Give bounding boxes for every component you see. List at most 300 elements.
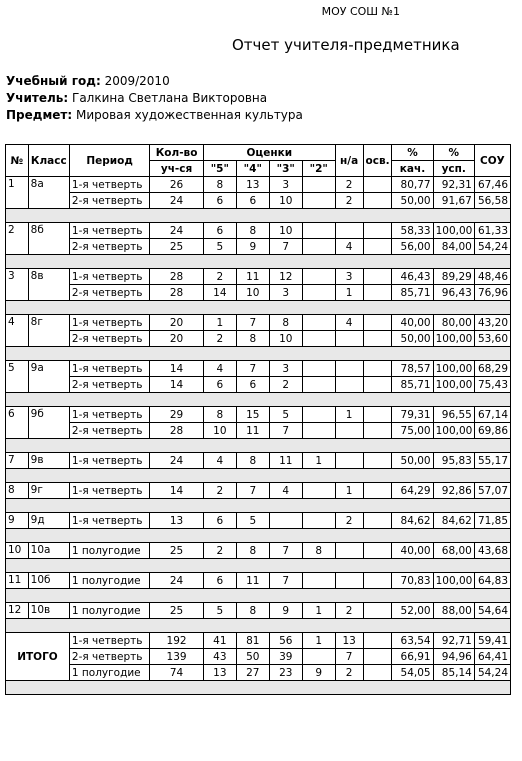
cell-g4: 6 bbox=[236, 377, 269, 393]
table-row bbox=[6, 177, 511, 193]
cell-osv bbox=[363, 377, 392, 393]
cell-g4: 8 bbox=[236, 331, 269, 347]
teacher-label: Учитель: bbox=[6, 91, 69, 105]
cell-class: 9а bbox=[28, 361, 69, 393]
cell-g5: 8 bbox=[203, 407, 236, 423]
separator-cell bbox=[6, 589, 511, 603]
cell-g3: 39 bbox=[269, 649, 302, 665]
cell-qual: 79,31 bbox=[392, 407, 433, 423]
cell-period: 2-я четверть bbox=[69, 285, 149, 301]
cell-succ: 92,71 bbox=[433, 633, 474, 649]
cell-g2 bbox=[302, 331, 335, 347]
cell-g3: 8 bbox=[269, 315, 302, 331]
separator-cell bbox=[6, 469, 511, 483]
col-g5: "5" bbox=[203, 161, 236, 177]
cell-period: 2-я четверть bbox=[69, 377, 149, 393]
cell-osv bbox=[363, 453, 392, 469]
cell-succ: 91,67 bbox=[433, 193, 474, 209]
cell-sou: 56,58 bbox=[474, 193, 510, 209]
cell-num: 9 bbox=[6, 513, 29, 529]
cell-sou: 61,33 bbox=[474, 223, 510, 239]
subject-label: Предмет: bbox=[6, 108, 73, 122]
cell-count: 139 bbox=[150, 649, 204, 665]
cell-sou: 54,64 bbox=[474, 603, 510, 619]
cell-num: 1 bbox=[6, 177, 29, 209]
col-period: Период bbox=[69, 145, 149, 177]
cell-qual: 40,00 bbox=[392, 543, 433, 559]
cell-na bbox=[335, 453, 363, 469]
cell-qual: 85,71 bbox=[392, 377, 433, 393]
cell-g4: 7 bbox=[236, 483, 269, 499]
table-row bbox=[6, 407, 511, 423]
cell-qual: 63,54 bbox=[392, 633, 433, 649]
report-table bbox=[5, 144, 511, 695]
cell-class: 8г bbox=[28, 315, 69, 347]
cell-period: 1 полугодие bbox=[69, 603, 149, 619]
cell-na: 2 bbox=[335, 665, 363, 681]
cell-succ: 84,62 bbox=[433, 513, 474, 529]
meta-year bbox=[6, 73, 170, 90]
cell-succ: 95,83 bbox=[433, 453, 474, 469]
col-qual-top: % bbox=[392, 145, 433, 161]
col-count-bottom: уч-ся bbox=[150, 161, 204, 177]
cell-g5: 6 bbox=[203, 513, 236, 529]
separator-row bbox=[6, 393, 511, 407]
cell-qual: 50,00 bbox=[392, 453, 433, 469]
separator-row bbox=[6, 255, 511, 269]
cell-na: 2 bbox=[335, 177, 363, 193]
cell-g2 bbox=[302, 423, 335, 439]
separator-cell bbox=[6, 301, 511, 315]
separator-cell bbox=[6, 209, 511, 223]
cell-num: 8 bbox=[6, 483, 29, 499]
cell-count: 24 bbox=[150, 573, 204, 589]
cell-succ: 85,14 bbox=[433, 665, 474, 681]
cell-class: 10в bbox=[28, 603, 69, 619]
cell-g3: 3 bbox=[269, 177, 302, 193]
cell-sou: 69,86 bbox=[474, 423, 510, 439]
col-num: № bbox=[6, 145, 29, 177]
cell-g3: 2 bbox=[269, 377, 302, 393]
table-row bbox=[6, 603, 511, 619]
cell-class: 8а bbox=[28, 177, 69, 209]
cell-sou: 53,60 bbox=[474, 331, 510, 347]
cell-g2 bbox=[302, 361, 335, 377]
cell-osv bbox=[363, 483, 392, 499]
cell-g5: 13 bbox=[203, 665, 236, 681]
cell-count: 28 bbox=[150, 269, 204, 285]
cell-na bbox=[335, 361, 363, 377]
cell-qual: 50,00 bbox=[392, 193, 433, 209]
cell-osv bbox=[363, 239, 392, 255]
cell-g3: 23 bbox=[269, 665, 302, 681]
cell-na bbox=[335, 573, 363, 589]
col-sou: СОУ bbox=[474, 145, 510, 177]
cell-na bbox=[335, 223, 363, 239]
cell-g2 bbox=[302, 177, 335, 193]
cell-count: 28 bbox=[150, 423, 204, 439]
cell-g4: 11 bbox=[236, 269, 269, 285]
cell-g5: 2 bbox=[203, 269, 236, 285]
cell-g2: 8 bbox=[302, 543, 335, 559]
cell-g2 bbox=[302, 315, 335, 331]
cell-succ: 100,00 bbox=[433, 573, 474, 589]
table-header bbox=[6, 145, 511, 177]
year-value: 2009/2010 bbox=[104, 74, 170, 88]
cell-count: 29 bbox=[150, 407, 204, 423]
cell-g4: 7 bbox=[236, 315, 269, 331]
cell-count: 24 bbox=[150, 193, 204, 209]
cell-class: 8б bbox=[28, 223, 69, 255]
cell-osv bbox=[363, 665, 392, 681]
cell-g5: 14 bbox=[203, 285, 236, 301]
cell-count: 28 bbox=[150, 285, 204, 301]
cell-na: 3 bbox=[335, 269, 363, 285]
cell-g5: 8 bbox=[203, 177, 236, 193]
cell-qual: 40,00 bbox=[392, 315, 433, 331]
col-g3: "3" bbox=[269, 161, 302, 177]
cell-osv bbox=[363, 649, 392, 665]
cell-class: 10а bbox=[28, 543, 69, 559]
separator-row bbox=[6, 301, 511, 315]
meta-subject bbox=[6, 107, 303, 124]
cell-g3: 10 bbox=[269, 223, 302, 239]
separator-cell bbox=[6, 559, 511, 573]
cell-osv bbox=[363, 603, 392, 619]
cell-succ: 96,55 bbox=[433, 407, 474, 423]
cell-g3: 7 bbox=[269, 573, 302, 589]
cell-g4: 5 bbox=[236, 513, 269, 529]
separator-cell bbox=[6, 681, 511, 695]
cell-sou: 67,46 bbox=[474, 177, 510, 193]
cell-g5: 2 bbox=[203, 483, 236, 499]
cell-sou: 54,24 bbox=[474, 665, 510, 681]
cell-g4: 6 bbox=[236, 193, 269, 209]
cell-g4: 9 bbox=[236, 239, 269, 255]
cell-na bbox=[335, 423, 363, 439]
cell-period: 2-я четверть bbox=[69, 649, 149, 665]
cell-count: 25 bbox=[150, 239, 204, 255]
cell-osv bbox=[363, 315, 392, 331]
cell-sou: 43,20 bbox=[474, 315, 510, 331]
separator-row bbox=[6, 209, 511, 223]
cell-g2: 1 bbox=[302, 453, 335, 469]
cell-g3: 10 bbox=[269, 193, 302, 209]
cell-na: 2 bbox=[335, 513, 363, 529]
cell-g5: 5 bbox=[203, 603, 236, 619]
cell-num: 4 bbox=[6, 315, 29, 347]
cell-succ: 84,00 bbox=[433, 239, 474, 255]
cell-succ: 88,00 bbox=[433, 603, 474, 619]
separator-row bbox=[6, 347, 511, 361]
cell-period: 1-я четверть bbox=[69, 453, 149, 469]
cell-g3: 10 bbox=[269, 331, 302, 347]
cell-period: 2-я четверть bbox=[69, 239, 149, 255]
cell-g2: 1 bbox=[302, 603, 335, 619]
cell-num: 10 bbox=[6, 543, 29, 559]
cell-period: 1 полугодие bbox=[69, 665, 149, 681]
cell-g4: 27 bbox=[236, 665, 269, 681]
cell-period: 1-я четверть bbox=[69, 269, 149, 285]
cell-num: 5 bbox=[6, 361, 29, 393]
cell-sou: 59,41 bbox=[474, 633, 510, 649]
cell-osv bbox=[363, 269, 392, 285]
separator-cell bbox=[6, 499, 511, 513]
cell-g5: 6 bbox=[203, 573, 236, 589]
col-succ-top: % bbox=[433, 145, 474, 161]
cell-num: 7 bbox=[6, 453, 29, 469]
cell-g2 bbox=[302, 483, 335, 499]
cell-g4: 13 bbox=[236, 177, 269, 193]
col-g4: "4" bbox=[236, 161, 269, 177]
table-row bbox=[6, 483, 511, 499]
cell-osv bbox=[363, 223, 392, 239]
cell-g4: 81 bbox=[236, 633, 269, 649]
cell-sou: 57,07 bbox=[474, 483, 510, 499]
cell-g2 bbox=[302, 573, 335, 589]
cell-g4: 15 bbox=[236, 407, 269, 423]
table-row bbox=[6, 513, 511, 529]
cell-succ: 94,96 bbox=[433, 649, 474, 665]
cell-period: 2-я четверть bbox=[69, 331, 149, 347]
report-title: Отчет учителя-предметника bbox=[232, 36, 460, 54]
cell-class: 10б bbox=[28, 573, 69, 589]
cell-qual: 66,91 bbox=[392, 649, 433, 665]
table-row bbox=[6, 573, 511, 589]
table-body bbox=[6, 177, 511, 695]
cell-num: 11 bbox=[6, 573, 29, 589]
cell-qual: 52,00 bbox=[392, 603, 433, 619]
cell-g2 bbox=[302, 513, 335, 529]
cell-qual: 56,00 bbox=[392, 239, 433, 255]
cell-class: 8в bbox=[28, 269, 69, 301]
cell-g3: 56 bbox=[269, 633, 302, 649]
cell-g2 bbox=[302, 649, 335, 665]
separator-row bbox=[6, 619, 511, 633]
cell-sou: 75,43 bbox=[474, 377, 510, 393]
cell-count: 26 bbox=[150, 177, 204, 193]
cell-succ: 92,31 bbox=[433, 177, 474, 193]
cell-qual: 50,00 bbox=[392, 331, 433, 347]
cell-qual: 80,77 bbox=[392, 177, 433, 193]
cell-count: 192 bbox=[150, 633, 204, 649]
col-succ-bottom: усп. bbox=[433, 161, 474, 177]
cell-osv bbox=[363, 285, 392, 301]
cell-na: 1 bbox=[335, 285, 363, 301]
cell-succ: 96,43 bbox=[433, 285, 474, 301]
cell-na bbox=[335, 543, 363, 559]
table-row bbox=[6, 223, 511, 239]
separator-row bbox=[6, 681, 511, 695]
cell-g5: 6 bbox=[203, 193, 236, 209]
cell-na: 4 bbox=[335, 239, 363, 255]
cell-period: 1-я четверть bbox=[69, 315, 149, 331]
cell-g3: 5 bbox=[269, 407, 302, 423]
cell-succ: 100,00 bbox=[433, 377, 474, 393]
cell-period: 1-я четверть bbox=[69, 633, 149, 649]
cell-qual: 58,33 bbox=[392, 223, 433, 239]
cell-osv bbox=[363, 407, 392, 423]
cell-g5: 4 bbox=[203, 453, 236, 469]
cell-na: 2 bbox=[335, 193, 363, 209]
cell-g4: 8 bbox=[236, 543, 269, 559]
separator-row bbox=[6, 589, 511, 603]
cell-count: 24 bbox=[150, 453, 204, 469]
cell-g2: 1 bbox=[302, 633, 335, 649]
cell-g3: 12 bbox=[269, 269, 302, 285]
cell-period: 1-я четверть bbox=[69, 483, 149, 499]
cell-qual: 54,05 bbox=[392, 665, 433, 681]
cell-count: 13 bbox=[150, 513, 204, 529]
cell-num: 3 bbox=[6, 269, 29, 301]
cell-na: 1 bbox=[335, 483, 363, 499]
cell-na: 1 bbox=[335, 407, 363, 423]
cell-qual: 75,00 bbox=[392, 423, 433, 439]
separator-cell bbox=[6, 393, 511, 407]
cell-g5: 10 bbox=[203, 423, 236, 439]
cell-sou: 43,68 bbox=[474, 543, 510, 559]
cell-period: 1-я четверть bbox=[69, 223, 149, 239]
table-row bbox=[6, 453, 511, 469]
cell-num: 2 bbox=[6, 223, 29, 255]
cell-succ: 89,29 bbox=[433, 269, 474, 285]
cell-g4: 50 bbox=[236, 649, 269, 665]
cell-succ: 100,00 bbox=[433, 361, 474, 377]
cell-g2 bbox=[302, 377, 335, 393]
cell-sou: 76,96 bbox=[474, 285, 510, 301]
cell-qual: 46,43 bbox=[392, 269, 433, 285]
col-osv: осв. bbox=[363, 145, 392, 177]
cell-osv bbox=[363, 331, 392, 347]
cell-g5: 6 bbox=[203, 377, 236, 393]
cell-g3: 3 bbox=[269, 285, 302, 301]
cell-g2: 9 bbox=[302, 665, 335, 681]
cell-osv bbox=[363, 177, 392, 193]
cell-sou: 54,24 bbox=[474, 239, 510, 255]
separator-cell bbox=[6, 619, 511, 633]
cell-g5: 2 bbox=[203, 331, 236, 347]
cell-succ: 100,00 bbox=[433, 423, 474, 439]
cell-g3: 4 bbox=[269, 483, 302, 499]
subject-value: Мировая художественная культура bbox=[76, 108, 303, 122]
col-g2: "2" bbox=[302, 161, 335, 177]
cell-na bbox=[335, 377, 363, 393]
table-row bbox=[6, 269, 511, 285]
year-label: Учебный год: bbox=[6, 74, 101, 88]
cell-class: 9д bbox=[28, 513, 69, 529]
col-na: н/а bbox=[335, 145, 363, 177]
cell-na: 7 bbox=[335, 649, 363, 665]
cell-g4: 11 bbox=[236, 573, 269, 589]
cell-count: 74 bbox=[150, 665, 204, 681]
cell-sou: 68,29 bbox=[474, 361, 510, 377]
separator-row bbox=[6, 529, 511, 543]
cell-g3: 7 bbox=[269, 239, 302, 255]
meta-teacher bbox=[6, 90, 267, 107]
cell-osv bbox=[363, 513, 392, 529]
cell-g2 bbox=[302, 407, 335, 423]
cell-count: 24 bbox=[150, 223, 204, 239]
cell-g5: 43 bbox=[203, 649, 236, 665]
total-row bbox=[6, 649, 511, 665]
cell-qual: 84,62 bbox=[392, 513, 433, 529]
cell-period: 2-я четверть bbox=[69, 423, 149, 439]
cell-osv bbox=[363, 193, 392, 209]
cell-sou: 48,46 bbox=[474, 269, 510, 285]
cell-count: 20 bbox=[150, 315, 204, 331]
table-row bbox=[6, 315, 511, 331]
cell-sou: 64,83 bbox=[474, 573, 510, 589]
cell-g2 bbox=[302, 285, 335, 301]
cell-succ: 68,00 bbox=[433, 543, 474, 559]
school-name: МОУ СОШ №1 bbox=[321, 5, 400, 18]
cell-num: 6 bbox=[6, 407, 29, 439]
cell-succ: 80,00 bbox=[433, 315, 474, 331]
cell-g4: 8 bbox=[236, 223, 269, 239]
cell-g5: 2 bbox=[203, 543, 236, 559]
table-row bbox=[6, 543, 511, 559]
cell-g2 bbox=[302, 269, 335, 285]
cell-period: 1-я четверть bbox=[69, 361, 149, 377]
col-count-top: Кол-во bbox=[150, 145, 204, 161]
cell-qual: 85,71 bbox=[392, 285, 433, 301]
cell-class: 9г bbox=[28, 483, 69, 499]
cell-g2 bbox=[302, 223, 335, 239]
cell-g5: 6 bbox=[203, 223, 236, 239]
cell-g2 bbox=[302, 239, 335, 255]
cell-count: 14 bbox=[150, 361, 204, 377]
cell-g3: 3 bbox=[269, 361, 302, 377]
separator-row bbox=[6, 499, 511, 513]
cell-g4: 11 bbox=[236, 423, 269, 439]
cell-count: 25 bbox=[150, 543, 204, 559]
cell-g3: 7 bbox=[269, 423, 302, 439]
cell-g2 bbox=[302, 193, 335, 209]
cell-period: 1-я четверть bbox=[69, 513, 149, 529]
separator-row bbox=[6, 559, 511, 573]
cell-period: 1 полугодие bbox=[69, 543, 149, 559]
col-qual-bottom: кач. bbox=[392, 161, 433, 177]
table-row bbox=[6, 193, 511, 209]
cell-succ: 100,00 bbox=[433, 223, 474, 239]
table-row bbox=[6, 361, 511, 377]
cell-g4: 10 bbox=[236, 285, 269, 301]
table-row bbox=[6, 377, 511, 393]
col-grades: Оценки bbox=[203, 145, 335, 161]
cell-g3: 7 bbox=[269, 543, 302, 559]
cell-count: 20 bbox=[150, 331, 204, 347]
col-class: Класс bbox=[28, 145, 69, 177]
cell-sou: 64,41 bbox=[474, 649, 510, 665]
cell-osv bbox=[363, 573, 392, 589]
cell-period: 1-я четверть bbox=[69, 407, 149, 423]
cell-period: 2-я четверть bbox=[69, 193, 149, 209]
cell-g3 bbox=[269, 513, 302, 529]
cell-na bbox=[335, 331, 363, 347]
cell-g5: 41 bbox=[203, 633, 236, 649]
separator-cell bbox=[6, 255, 511, 269]
cell-na: 4 bbox=[335, 315, 363, 331]
cell-qual: 70,83 bbox=[392, 573, 433, 589]
cell-qual: 64,29 bbox=[392, 483, 433, 499]
total-row bbox=[6, 665, 511, 681]
cell-num: 12 bbox=[6, 603, 29, 619]
cell-g4: 7 bbox=[236, 361, 269, 377]
cell-g4: 8 bbox=[236, 603, 269, 619]
table-row bbox=[6, 285, 511, 301]
cell-class: 9в bbox=[28, 453, 69, 469]
separator-cell bbox=[6, 529, 511, 543]
